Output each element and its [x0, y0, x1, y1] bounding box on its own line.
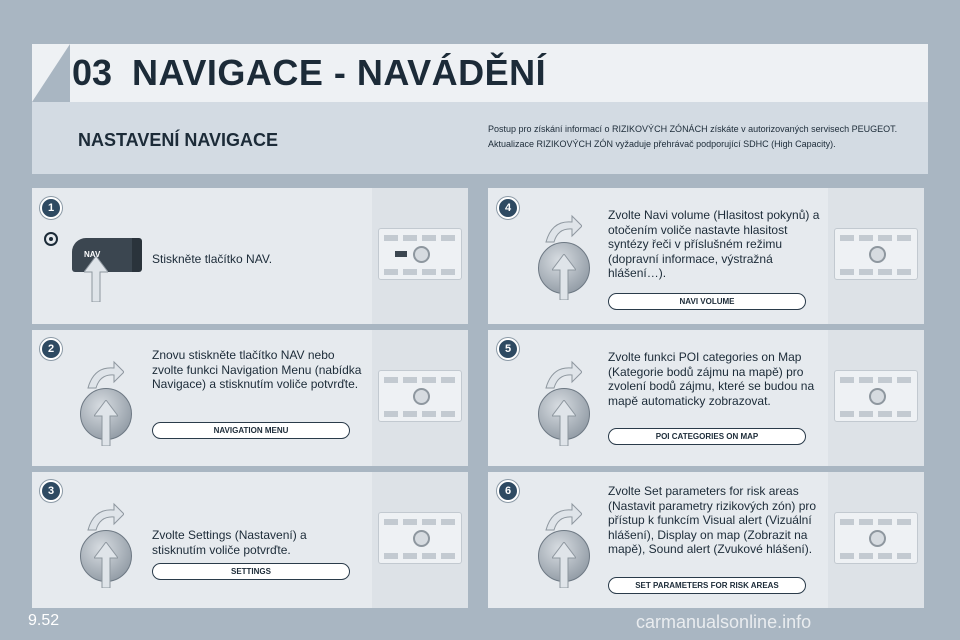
radio-knob: [413, 388, 430, 405]
radio-panel: [834, 512, 918, 564]
watermark: carmanualsonline.info: [636, 612, 812, 632]
radio-photo: [372, 330, 468, 466]
radio-panel: [834, 228, 918, 280]
step-badge-3: 3: [40, 480, 62, 502]
press-arrow-icon: [552, 400, 576, 446]
note-line-2: Aktualizace RIZIKOVÝCH ZÓN vyžaduje přehrávač podporující SDHC (High Capacity).: [488, 139, 836, 149]
step-badge-2: 2: [40, 338, 62, 360]
rotate-arrow-icon: [542, 502, 582, 532]
chapter-number: 03: [72, 52, 113, 93]
radio-panel: [378, 228, 462, 280]
step-text-5: Zvolte funkci POI categories on Map (Kategorie bodů zájmu na mapě) pro zvolení bodů zájmu, které se budou na mapě automaticky zobrazovat.: [608, 350, 815, 408]
radio-knob: [869, 388, 886, 405]
page-title: NAVIGACE - NAVÁDĚNÍ: [132, 52, 547, 93]
step-text-4: Zvolte Navi volume (Hlasitost pokynů) a otočením voliče nastavte hlasitost syntézy řeči v příslušném režimu (dopravní informace, výstražná hlášení…).: [608, 208, 820, 280]
radio-knob: [869, 530, 886, 547]
step-text-6: Zvolte Set parameters for risk areas (Nastavit parametry rizikových zón) pro přístup k funkcím Visual alert (Vizuální hlášení), Display on map (Zobrazit na mapě), Sound alert (Zvukové hlášení).: [608, 484, 817, 556]
risk-zone-note: [488, 122, 908, 152]
rotate-arrow-icon: [84, 360, 124, 390]
menu-label-risk-areas: SET PARAMETERS FOR RISK AREAS: [608, 577, 806, 594]
step-badge-5: 5: [497, 338, 519, 360]
radio-knob: [413, 246, 430, 263]
rotate-arrow-icon: [542, 360, 582, 390]
radio-panel: [378, 512, 462, 564]
step-badge-1: 1: [40, 197, 62, 219]
radio-panel: [378, 370, 462, 422]
radio-photo: [372, 472, 468, 608]
step-text-3: Zvolte Settings (Nastavení) a stisknutím voliče potvrďte.: [152, 528, 307, 557]
radio-knob: [413, 530, 430, 547]
up-arrow-icon: [84, 256, 108, 302]
rotate-arrow-icon: [542, 214, 582, 244]
nav-button-highlight: [395, 251, 407, 257]
press-icon: [44, 232, 58, 246]
radio-photo: [828, 330, 924, 466]
radio-knob: [869, 246, 886, 263]
step-badge-4: 4: [497, 197, 519, 219]
step-text-1: Stiskněte tlačítko NAV.: [152, 252, 273, 266]
radio-photo: [828, 472, 924, 608]
note-line-1: Postup pro získání informací o RIZIKOVÝCH ZÓNÁCH získáte v autorizovaných servisech PEUGEOT.: [488, 124, 898, 134]
menu-label-navi-volume: NAVI VOLUME: [608, 293, 806, 310]
step-text-2: Znovu stiskněte tlačítko NAV nebo zvolte funkci Navigation Menu (nabídka Navigace) a stisknutím voliče potvrďte.: [152, 348, 362, 391]
press-arrow-icon: [94, 400, 118, 446]
page-number: 9.52: [28, 612, 60, 629]
radio-panel: [834, 370, 918, 422]
press-arrow-icon: [94, 542, 118, 588]
section-title: NASTAVENÍ NAVIGACE: [78, 130, 279, 150]
radio-photo: [372, 188, 468, 324]
step-badge-6: 6: [497, 480, 519, 502]
nav-key: NAV: [72, 238, 136, 272]
rotate-arrow-icon: [84, 502, 124, 532]
press-arrow-icon: [552, 542, 576, 588]
menu-label-poi-categories: POI CATEGORIES ON MAP: [608, 428, 806, 445]
press-arrow-icon: [552, 254, 576, 300]
menu-label-settings: SETTINGS: [152, 563, 350, 580]
header-corner: [32, 44, 70, 102]
menu-label-navigation-menu: NAVIGATION MENU: [152, 422, 350, 439]
radio-photo: [828, 188, 924, 324]
